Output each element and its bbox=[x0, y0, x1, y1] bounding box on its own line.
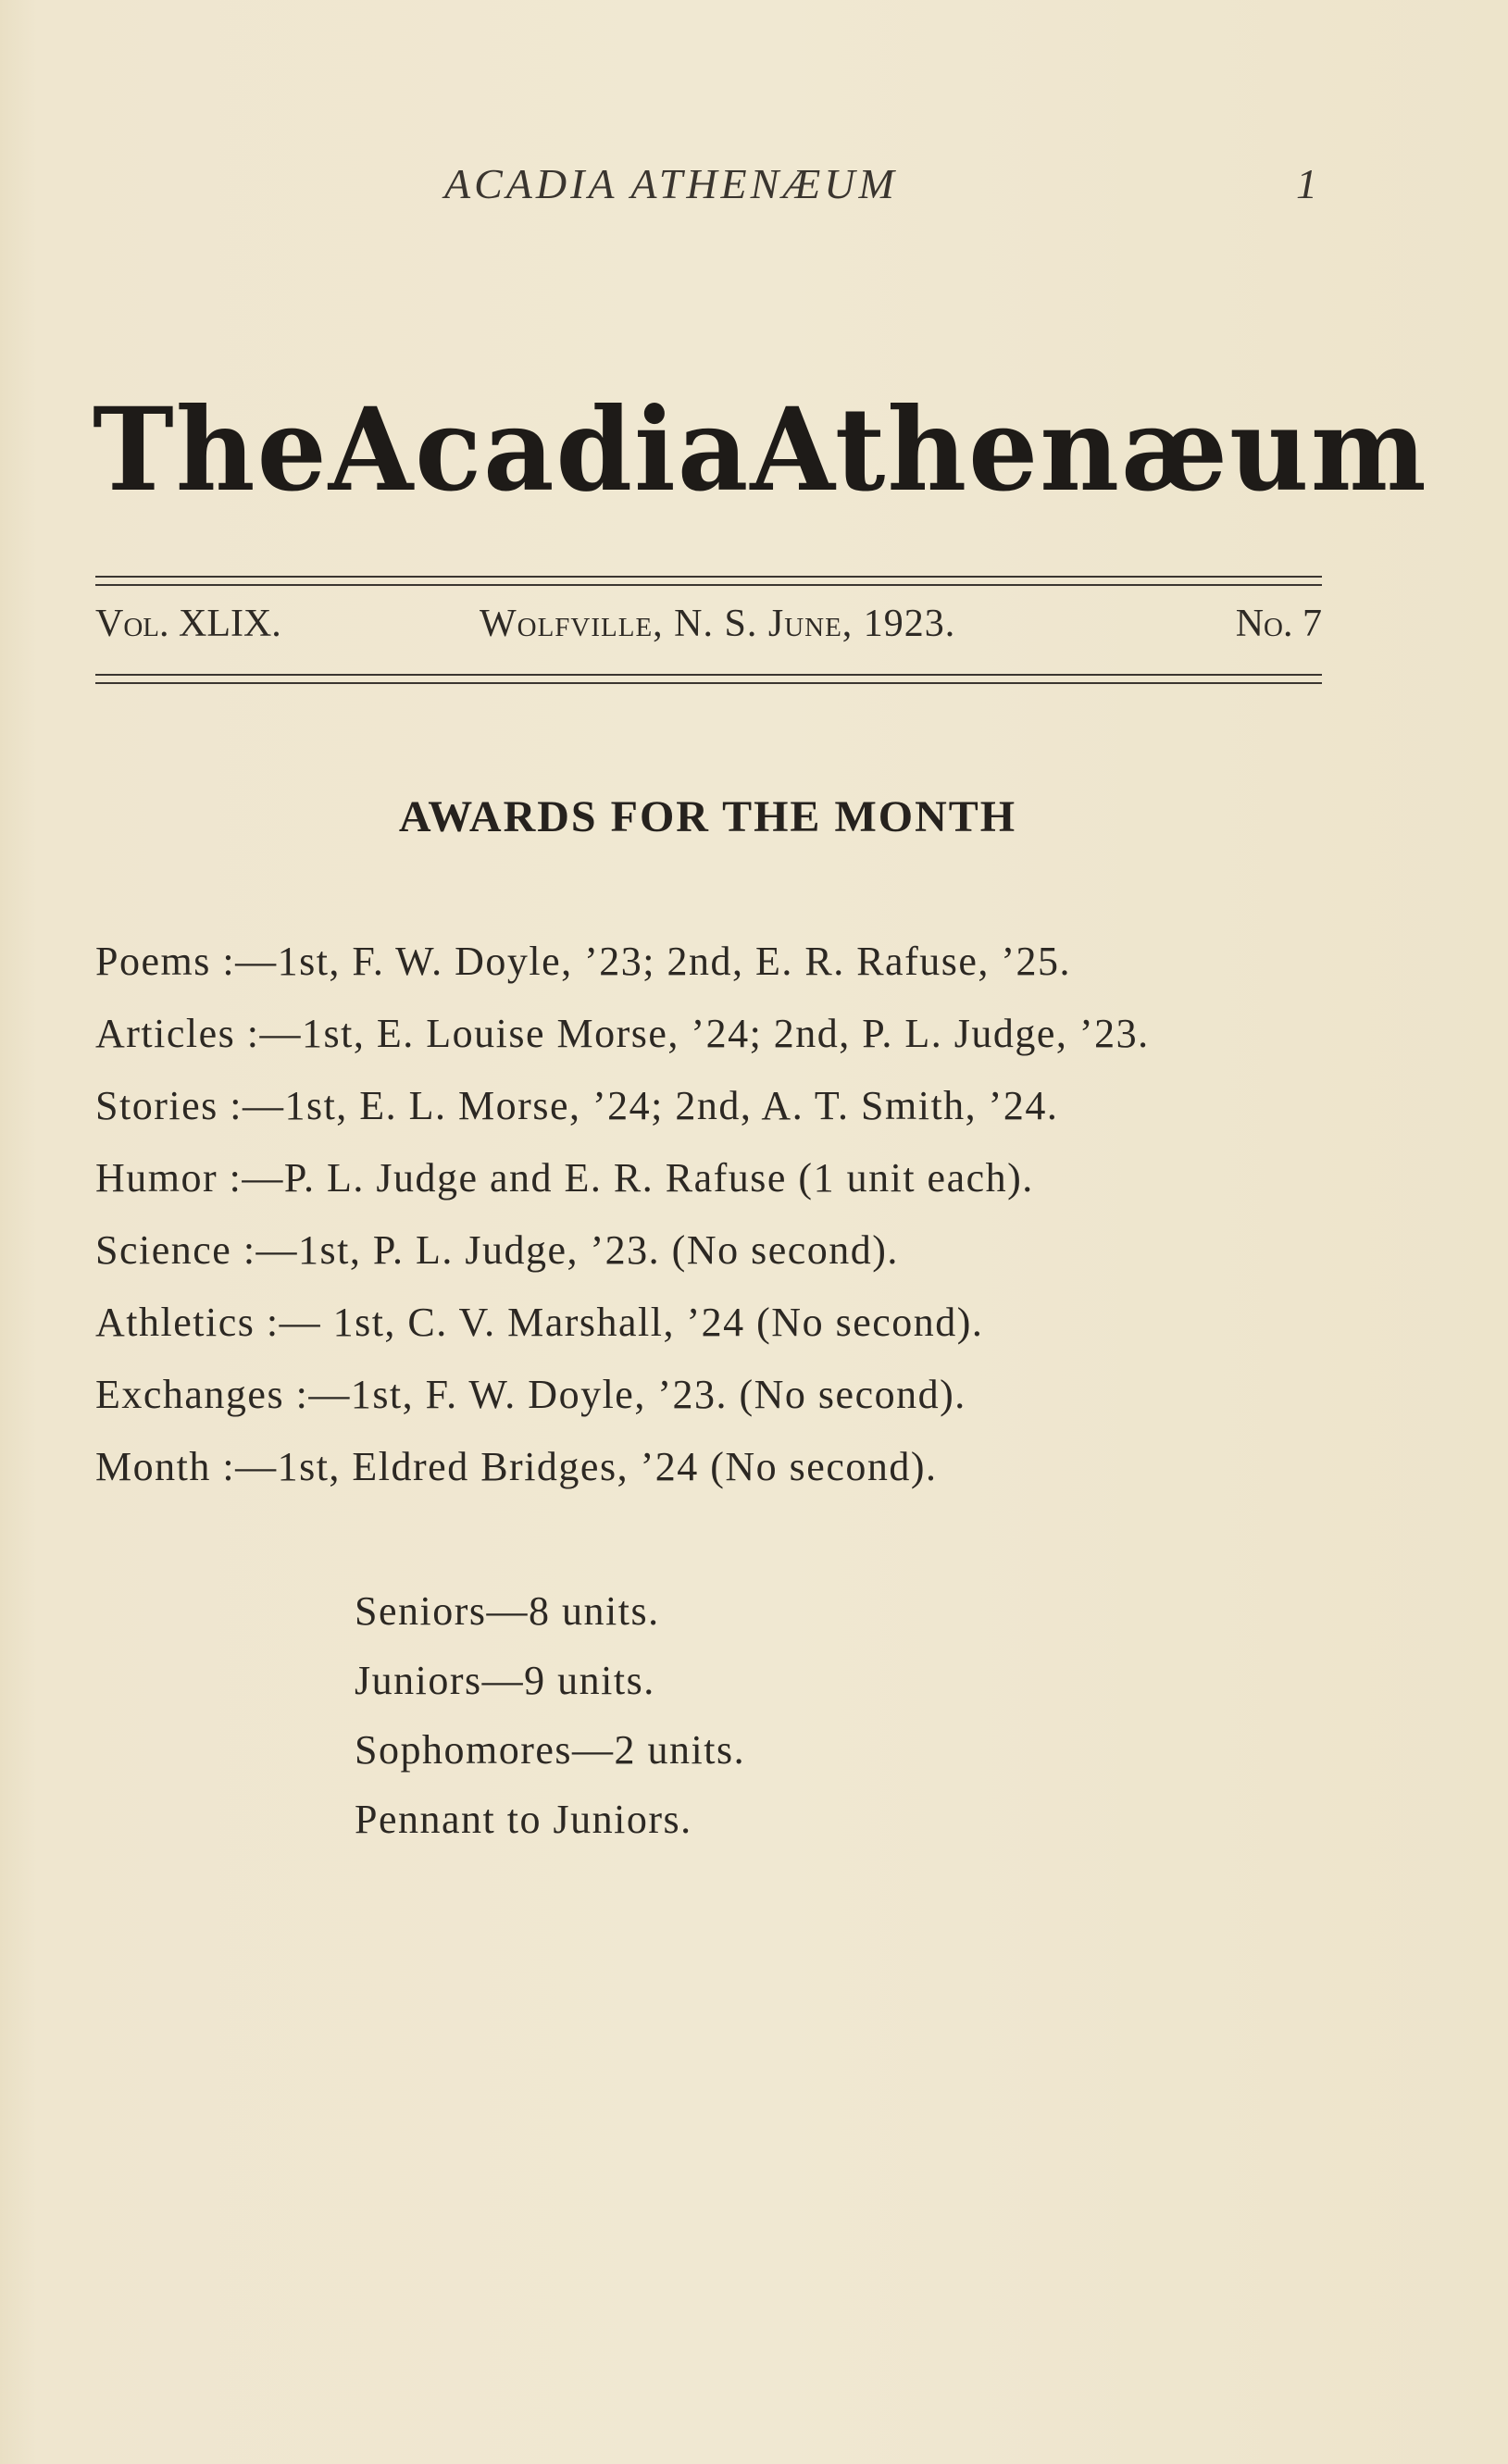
award-line-month: Month :—1st, Eldred Bridges, ’24 (No second). bbox=[95, 1444, 938, 1489]
award-line-science: Science :—1st, P. L. Judge, ’23. (No second). bbox=[95, 1227, 899, 1273]
total-line-seniors: Seniors—8 units. bbox=[355, 1588, 660, 1634]
issue-line bbox=[95, 602, 1322, 657]
award-line-athletics: Athletics :— 1st, C. V. Marshall, ’24 (No second). bbox=[95, 1300, 984, 1345]
section-heading: AWARDS FOR THE MONTH bbox=[398, 792, 1017, 841]
total-line-juniors: Juniors—9 units. bbox=[355, 1658, 655, 1703]
issue-number: No. 7 bbox=[1235, 603, 1322, 645]
page-number: 1 bbox=[1296, 160, 1317, 207]
masthead-word-3: Athenæum bbox=[750, 381, 1428, 516]
award-line-stories: Stories :—1st, E. L. Morse, ’24; 2nd, A. T. Smith, ’24. bbox=[95, 1083, 1059, 1128]
class-totals-list bbox=[355, 1585, 745, 1862]
place-date: Wolfville, N. S. June, 1923. bbox=[480, 603, 956, 645]
volume-label: Vol. XLIX. bbox=[95, 603, 281, 645]
running-head bbox=[0, 159, 1508, 215]
masthead-word-2: Acadia bbox=[328, 381, 751, 516]
masthead-word-1: The bbox=[93, 381, 329, 516]
award-line-poems: Poems :—1st, F. W. Doyle, ’23; 2nd, E. R. Rafuse, ’25. bbox=[95, 939, 1072, 984]
total-line-pennant: Pennant to Juniors. bbox=[355, 1797, 692, 1842]
running-title: ACADIA ATHENÆUM bbox=[444, 160, 898, 207]
awards-list bbox=[95, 935, 1391, 1512]
award-line-exchanges: Exchanges :—1st, F. W. Doyle, ’23. (No second). bbox=[95, 1372, 966, 1417]
masthead-title bbox=[93, 381, 1428, 516]
total-line-sophomores: Sophomores—2 units. bbox=[355, 1727, 746, 1773]
bottom-double-rule-lower bbox=[95, 682, 1322, 684]
award-line-articles: Articles :—1st, E. Louise Morse, ’24; 2nd, P. L. Judge, ’23. bbox=[95, 1011, 1150, 1056]
bottom-double-rule-upper bbox=[95, 674, 1322, 676]
top-double-rule-lower bbox=[95, 584, 1322, 586]
top-double-rule-upper bbox=[95, 576, 1322, 578]
award-line-humor: Humor :—P. L. Judge and E. R. Rafuse (1 unit each). bbox=[95, 1155, 1034, 1201]
